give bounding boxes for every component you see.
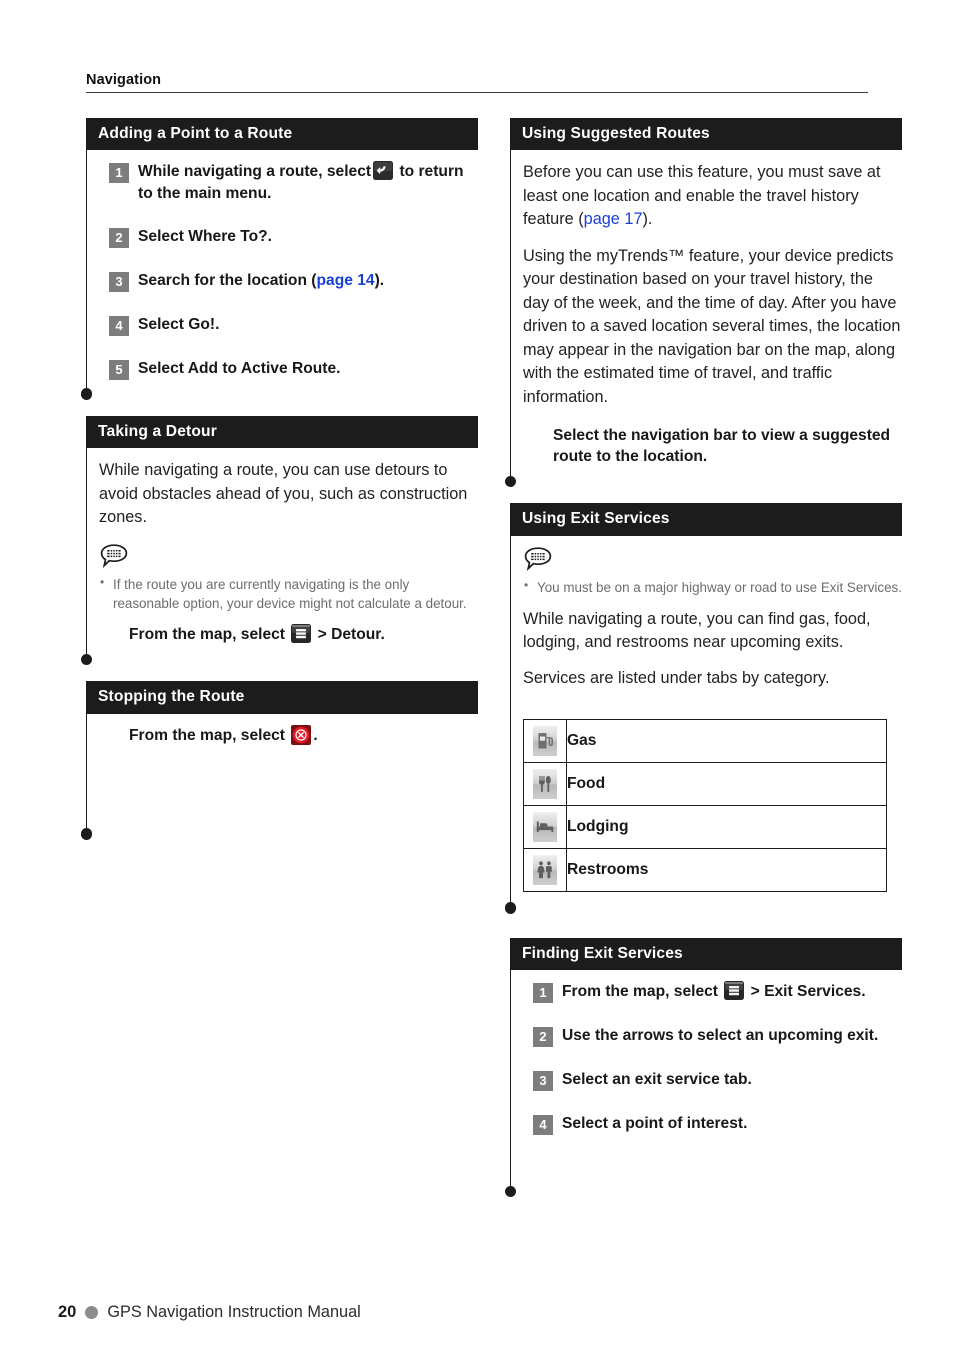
section-heading: Adding a Point to a Route [86, 118, 478, 150]
step-text: Select a point of interest. [562, 1115, 748, 1133]
step-item [99, 358, 478, 380]
step-number-badge: 2 [109, 228, 129, 248]
step-text-before: From the map, select [562, 983, 718, 1001]
section-adding-a-point-to-a-route [86, 118, 478, 394]
action-line [99, 725, 478, 746]
section-using-exit-services [510, 503, 902, 908]
section-finding-exit-services [510, 938, 902, 1191]
step-item [99, 314, 478, 336]
section-body [86, 448, 478, 659]
service-label: Lodging [567, 805, 887, 848]
table-row[interactable] [524, 805, 887, 848]
running-head-title: Navigation [86, 72, 162, 88]
section-stopping-the-route [86, 681, 478, 833]
section-gap [86, 659, 478, 681]
back-arrow-icon[interactable] [373, 161, 393, 180]
step-item [99, 270, 478, 292]
step-text-after: to return to the main menu. [138, 163, 464, 202]
step-item [523, 1069, 902, 1091]
section-using-suggested-routes [510, 118, 902, 481]
note-list [99, 575, 478, 614]
table-row[interactable] [524, 762, 887, 805]
section-body [86, 150, 478, 393]
step-text: Select an exit service tab. [562, 1071, 752, 1089]
step-item [99, 226, 478, 248]
section-body [510, 150, 902, 481]
running-head-rule [86, 92, 868, 93]
note-item: • If the route you are currently navigating is the only reasonable option, your device might not calculate a detour. [99, 575, 478, 614]
step-number-badge: 4 [533, 1115, 553, 1135]
step-text-after: ). [374, 271, 385, 289]
step-item [523, 1113, 902, 1135]
stop-route-icon[interactable] [291, 725, 311, 745]
service-icon-cell [524, 719, 567, 762]
section-body [510, 970, 902, 1191]
step-text [138, 270, 384, 291]
table-row[interactable] [524, 719, 887, 762]
section-paragraph [523, 161, 902, 231]
section-paragraph: While navigating a route, you can use detours to avoid obstacles ahead of you, such as construction zones. [99, 461, 468, 527]
service-label: Gas [567, 719, 887, 762]
step-text: Select Add to Active Route. [138, 359, 341, 377]
page-footer [58, 1303, 361, 1322]
section-gap [510, 908, 902, 938]
restrooms-icon [533, 855, 557, 885]
footer-title: GPS Navigation Instruction Manual [107, 1303, 361, 1321]
step-text [138, 161, 478, 203]
service-icon-cell [524, 762, 567, 805]
section-heading: Taking a Detour [86, 416, 478, 448]
step-item [523, 981, 902, 1003]
section-paragraph: Services are listed under tabs by category. [523, 669, 830, 688]
step-text: Select Where To?. [138, 227, 273, 245]
note-bubble-icon [523, 546, 902, 577]
note-callout [99, 543, 478, 614]
section-heading: Using Exit Services [510, 503, 902, 535]
step-text-after: > Exit Services. [750, 983, 866, 1001]
section-paragraph: Using the myTrends™ feature, your device predicts your destination based on your travel history, the day of the week, and the time of day. After you have driven to a saved location several times, the location may appear in the navigation bar on the map, along with the estimated time of travel, and traffic information. [523, 246, 901, 406]
step-number-badge: 5 [109, 360, 129, 380]
section-gap [510, 481, 902, 503]
step-number-badge: 3 [533, 1071, 553, 1091]
action-text-after: . [313, 726, 318, 744]
action-text-before: From the map, select [129, 626, 285, 644]
step-text-before: Search for the location ( [138, 271, 317, 289]
section-paragraph: While navigating a route, you can find gas, food, lodging, and restrooms near upcoming exits. [523, 609, 871, 651]
page-reference-link[interactable]: page 17 [583, 210, 643, 229]
left-column [86, 118, 478, 834]
section-gap [86, 394, 478, 416]
service-icon-cell [524, 848, 567, 891]
note-bubble-icon [99, 543, 478, 574]
fork-knife-icon [533, 769, 557, 799]
section-heading: Using Suggested Routes [510, 118, 902, 150]
section-body [86, 714, 478, 834]
action-text-after: > Detour. [317, 626, 385, 644]
section-body [510, 536, 902, 908]
menu-icon[interactable] [724, 981, 744, 1000]
note-callout [523, 546, 902, 598]
service-label: Restrooms [567, 848, 887, 891]
page-reference-link[interactable]: page 14 [316, 271, 375, 289]
step-text [562, 981, 866, 1002]
step-text-before: While navigating a route, select [138, 163, 372, 181]
paragraph-text-after: ). [642, 210, 653, 229]
table-row[interactable] [524, 848, 887, 891]
step-text: Use the arrows to select an upcoming exit. [562, 1027, 879, 1045]
bed-icon [533, 812, 557, 842]
menu-icon[interactable] [291, 624, 311, 643]
section-heading: Stopping the Route [86, 681, 478, 713]
step-item [99, 161, 478, 203]
page-number: 20 [58, 1303, 77, 1321]
paragraph-text-before: Before you can use this feature, you must save at least one location and enable the travel history feature ( [523, 163, 881, 229]
step-number-badge: 2 [533, 1027, 553, 1047]
note-list [523, 578, 902, 598]
exit-services-table [523, 719, 887, 892]
right-column [510, 118, 902, 1191]
step-text: Select Go!. [138, 315, 220, 333]
step-number-badge: 4 [109, 316, 129, 336]
service-label: Food [567, 762, 887, 805]
section-taking-a-detour [86, 416, 478, 659]
action-line: Select the navigation bar to view a suggested route to the location. [553, 426, 891, 466]
step-number-badge: 1 [533, 983, 553, 1003]
gas-pump-icon [533, 726, 557, 756]
action-line [99, 624, 478, 645]
action-text-before: From the map, select [129, 726, 285, 744]
bullet-dot-icon [85, 1306, 98, 1319]
step-number-badge: 3 [109, 272, 129, 292]
note-item: • You must be on a major highway or road to use Exit Services. [523, 578, 902, 598]
section-heading: Finding Exit Services [510, 938, 902, 970]
service-icon-cell [524, 805, 567, 848]
running-head [86, 72, 868, 93]
step-item [523, 1025, 902, 1047]
step-number-badge: 1 [109, 163, 129, 183]
